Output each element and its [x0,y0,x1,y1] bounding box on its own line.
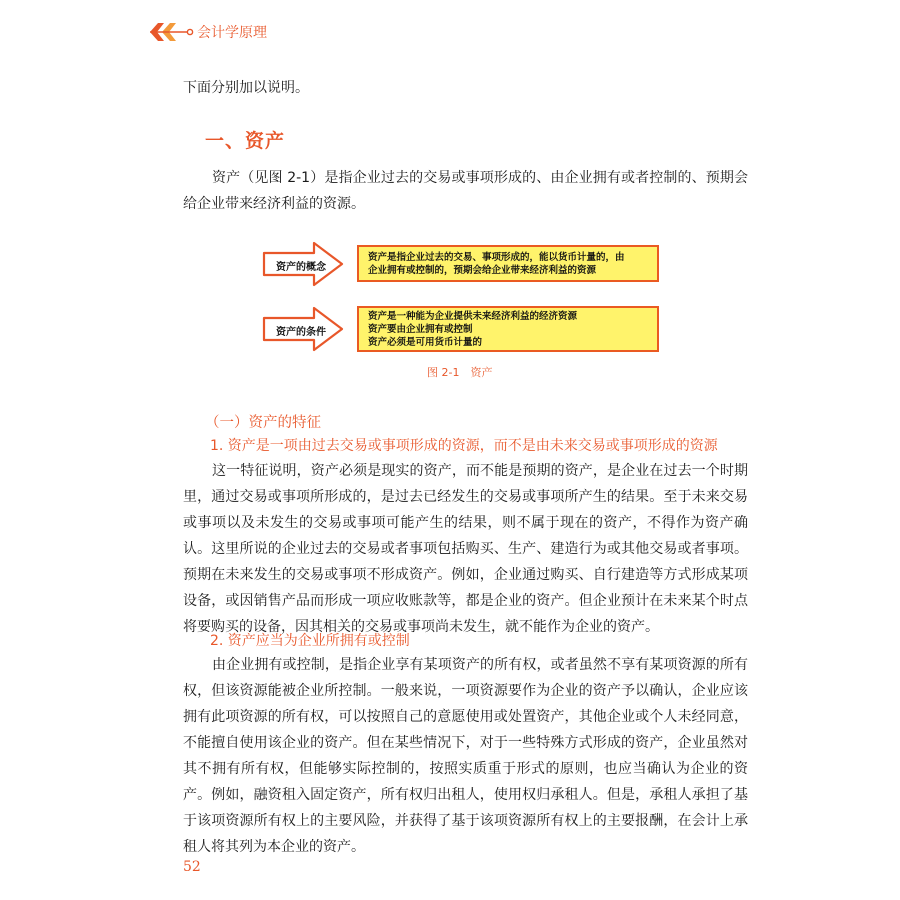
intro-text: 下面分别加以说明。 [183,80,309,96]
header-title: 会计学原理 [197,25,267,41]
page-number: 52 [183,859,201,875]
condition-line: 资产是一种能为企业提供未来经济利益的经济资源 [368,311,578,322]
figure-caption: 图 2-1 资产 [427,366,493,379]
subsection-title: （一）资产的特征 [205,415,321,431]
section-title: 一、资产 [205,130,286,152]
item-2-title: 2. 资产应当为企业所拥有或控制 [210,633,410,649]
condition-line: 资产必须是可用货币计量的 [368,337,483,348]
chapter-logo-icon [148,20,194,44]
concept-text [368,251,625,277]
condition-line: 资产要由企业拥有或控制 [368,324,473,335]
concept-line: 资产是指企业过去的交易、事项形成的，能以货币计量的，由 [368,252,625,263]
conditions-text [368,310,577,349]
concept-label: 资产的概念 [276,262,326,273]
conditions-label: 资产的条件 [276,327,326,338]
item-1-title: 1. 资产是一项由过去交易或事项形成的资源，而不是由未来交易或事项形成的资源 [210,438,718,454]
figure-2-1 [262,240,662,355]
concept-line: 企业拥有或控制的，预期会给企业带来经济利益的资源 [368,265,597,276]
item-2-body: 由企业拥有或控制，是指企业享有某项资产的所有权，或者虽然不享有某项资源的所有权，但该资源能被企业所控制。一般来说，一项资源要作为企业的资产予以确认，企业应该拥有此项资源的所有权，可以按照自己的意愿使用或处置资产，其他企业或个人未经同意，不能擅自使用该企业的资产。但在某些情况下，对于一些特殊方式形成的资产，企业虽然对其不拥有所有权，但能够实际控制的，按照实质重于形式的原则，也应当确认为企业的资产。例如，融资租入固定资产，所有权归出租人，使用权归承租人。但是，承租人承担了基于该项资源所有权上的主要风险，并获得了基于该项资源所有权上的主要报酬，在会计上承租人将其列为本企业的资产。 [183,657,748,855]
definition-paragraph: 资产（见图 2-1）是指企业过去的交易或事项形成的、由企业拥有或者控制的、预期会给企业带来经济利益的资源。 [183,170,748,212]
item-1-body: 这一特征说明，资产必须是现实的资产，而不能是预期的资产，是企业在过去一个时期里，通过交易或事项所形成的，是过去已经发生的交易或事项所产生的结果。至于未来交易或事项以及未发生的交易或事项可能产生的结果，则不属于现在的资产，不得作为资产确认。这里所说的企业过去的交易或者事项包括购买、生产、建造行为或其他交易或者事项。预期在未来发生的交易或事项不形成资产。例如，企业通过购买、自行建造等方式形成某项设备，或因销售产品而形成一项应收账款等，都是企业的资产。但企业预计在未来某个时点将要购买的设备，因其相关的交易或事项尚未发生，就不能作为企业的资产。 [183,463,748,635]
